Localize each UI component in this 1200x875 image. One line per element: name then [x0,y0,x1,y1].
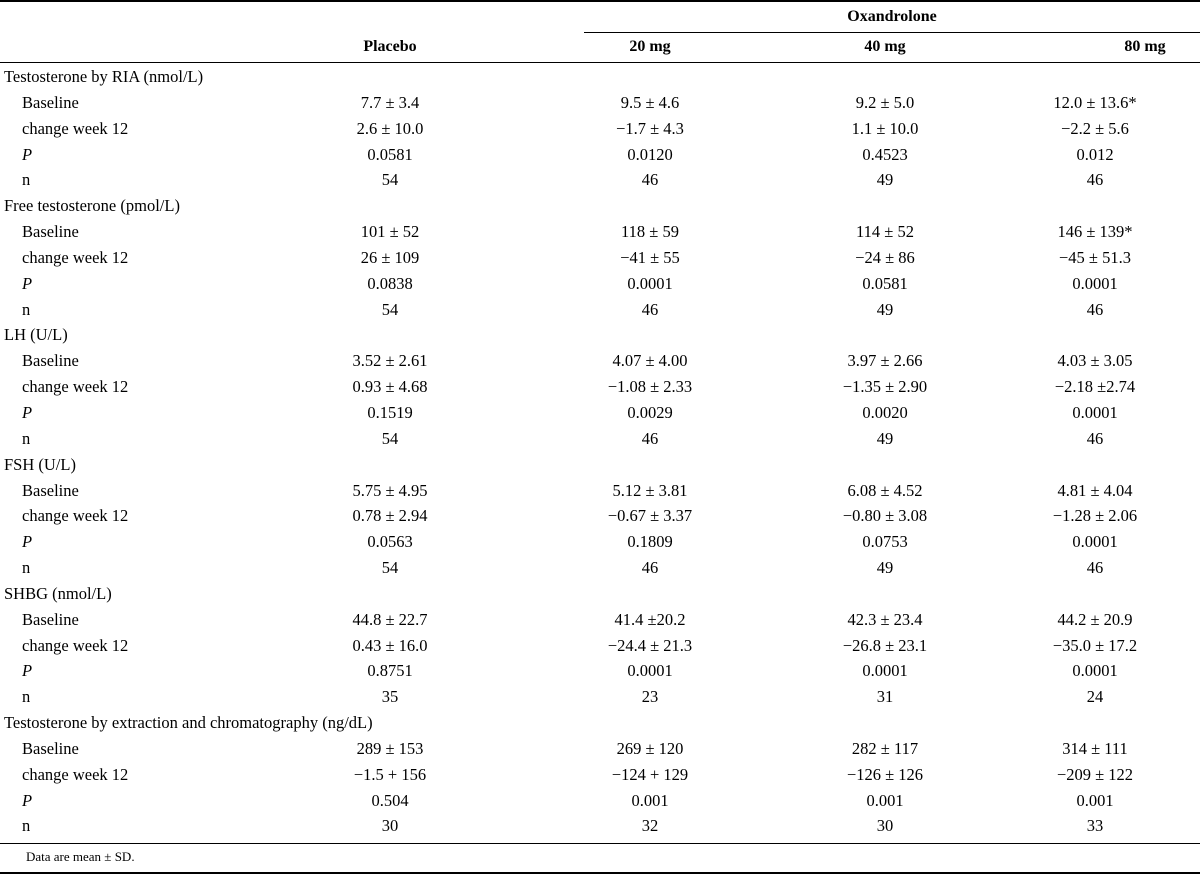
table-cell: 0.93 ± 4.68 [352,377,428,397]
table-cell: −0.67 ± 3.37 [607,506,693,526]
table-cell: 0.0753 [862,532,908,552]
section-title: Testosterone by extraction and chromatography (ng/dL) [4,713,373,733]
table-row [0,503,1200,529]
table-cell: 0.0001 [1072,402,1118,422]
table-cell: 114 ± 52 [856,222,914,242]
table-cell: 12.0 ± 13.6* [1053,92,1137,112]
table-cell: 0.0581 [367,144,413,164]
table-cell: 54 [381,170,399,190]
table-cell: 24 [1086,687,1104,707]
table-row [0,167,1200,193]
table-cell: −2.18 ±2.74 [1054,377,1136,397]
table-cell: −41 ± 55 [620,247,680,267]
table-cell: 0.001 [1076,790,1114,810]
row-label: change week 12 [22,118,129,138]
table-row [0,813,1200,839]
table-cell: 46 [1086,558,1104,578]
row-label: change week 12 [22,377,129,397]
table-cell: 5.12 ± 3.81 [612,480,688,500]
table-row [0,736,1200,762]
table-cell: 0.504 [371,790,409,810]
table-cell: −1.08 ± 2.33 [607,377,693,397]
row-label: P [22,144,33,164]
table-cell: 49 [876,299,894,319]
table-cell: 49 [876,170,894,190]
table-cell: 49 [876,558,894,578]
table-cell: 46 [641,170,659,190]
table-cell: −209 ± 122 [1056,764,1134,784]
table-row [0,271,1200,297]
table-cell: 101 ± 52 [360,222,420,242]
table-cell: 0.0581 [862,273,908,293]
table-cell: −1.28 ± 2.06 [1052,506,1138,526]
section-title: SHBG (nmol/L) [4,583,112,603]
row-label: P [22,532,33,552]
table-cell: 0.0001 [1072,661,1118,681]
table-row [0,555,1200,581]
table-row [0,219,1200,245]
table-cell: −1.7 ± 4.3 [616,118,684,138]
table-cell: 30 [381,816,399,836]
section-title-row [0,710,1200,736]
table-cell: 0.0029 [627,402,673,422]
row-label: n [22,170,31,190]
table-cell: 4.07 ± 4.00 [612,351,688,371]
table-cell: 3.97 ± 2.66 [847,351,923,371]
table-row [0,788,1200,814]
table-cell: 146 ± 139* [1057,222,1133,242]
table-cell: 46 [641,428,659,448]
row-label: n [22,428,31,448]
row-label: n [22,558,31,578]
table-top-rule [0,0,1200,2]
table-cell: 0.0838 [367,273,413,293]
section-title-row [0,581,1200,607]
table-cell: 54 [381,428,399,448]
table-cell: 9.2 ± 5.0 [855,92,915,112]
table-cell: 5.75 ± 4.95 [352,480,428,500]
row-label: change week 12 [22,764,129,784]
table-cell: 4.81 ± 4.04 [1057,480,1133,500]
row-label: Baseline [22,351,79,371]
column-header-40mg: 40 mg [864,38,906,55]
table-cell: 0.0001 [627,273,673,293]
table-cell: 0.0563 [367,532,413,552]
table-row [0,400,1200,426]
table-cell: 3.52 ± 2.61 [352,351,428,371]
table-row [0,142,1200,168]
table-cell: 0.0001 [862,661,908,681]
table-cell: 49 [876,428,894,448]
section-title: FSH (U/L) [4,454,76,474]
table-row [0,297,1200,323]
row-label: n [22,299,31,319]
table-cell: 0.012 [1076,144,1114,164]
table-cell: 30 [876,816,894,836]
table-cell: 32 [641,816,659,836]
table-body [0,64,1200,839]
table-row [0,684,1200,710]
table-cell: 0.0020 [862,402,908,422]
table-cell: 42.3 ± 23.4 [847,609,923,629]
table-cell: −2.2 ± 5.6 [1061,118,1129,138]
table-cell: 0.1519 [367,402,413,422]
section-title: Testosterone by RIA (nmol/L) [4,67,204,86]
table-cell: 35 [381,687,399,707]
row-label: change week 12 [22,506,129,526]
table-row [0,90,1200,116]
table-row [0,633,1200,659]
table-cell: 44.8 ± 22.7 [352,609,428,629]
table-cell: 0.8751 [367,661,413,681]
table-cell: 0.0120 [627,144,673,164]
table-cell: 7.7 ± 3.4 [360,92,420,112]
table-cell: 0.0001 [1072,273,1118,293]
row-label: P [22,402,33,422]
table-cell: −1.35 ± 2.90 [842,377,928,397]
table-cell: 54 [381,299,399,319]
table-cell: 46 [1086,299,1104,319]
table-cell: 31 [876,687,894,707]
table-row [0,374,1200,400]
row-label: P [22,790,33,810]
column-header-20mg: 20 mg [629,38,671,55]
section-title: Free testosterone (pmol/L) [4,196,180,216]
table-bottom-rule [0,872,1200,874]
table-cell: −45 ± 51.3 [1059,247,1131,267]
table-foot-rule [0,843,1200,844]
section-title-row [0,452,1200,478]
table-row [0,478,1200,504]
table-cell: 9.5 ± 4.6 [620,92,680,112]
table-row [0,607,1200,633]
section-title: LH (U/L) [4,325,68,345]
row-label: P [22,661,33,681]
table-cell: 46 [641,558,659,578]
table-cell: 44.2 ± 20.9 [1057,609,1133,629]
table-row [0,426,1200,452]
table-cell: 1.1 ± 10.0 [851,118,919,138]
table-cell: 33 [1086,816,1104,836]
column-header-placebo: Placebo [363,38,417,55]
table-cell: −0.80 ± 3.08 [842,506,928,526]
table-cell: −126 ± 126 [846,764,924,784]
table-row [0,116,1200,142]
table-cell: 269 ± 120 [616,738,684,758]
table-cell: 0.4523 [862,144,908,164]
table-cell: 282 ± 117 [851,738,919,758]
table-cell: −24 ± 86 [855,247,915,267]
row-label: Baseline [22,480,79,500]
table-cell: −24.4 ± 21.3 [607,635,693,655]
table-cell: 46 [1086,428,1104,448]
section-title-row [0,193,1200,219]
table-cell: 0.001 [631,790,669,810]
table-cell: 118 ± 59 [621,222,679,242]
table-row [0,762,1200,788]
row-label: Baseline [22,738,79,758]
section-title-row [0,64,1200,90]
table-cell: 46 [1086,170,1104,190]
table-cell: 289 ± 153 [356,738,424,758]
table-cell: 0.1809 [627,532,673,552]
table-cell: 23 [641,687,659,707]
row-label: change week 12 [22,635,129,655]
header-bottom-rule [0,62,1200,63]
table-row [0,529,1200,555]
table-cell: 0.43 ± 16.0 [352,635,428,655]
table-cell: 2.6 ± 10.0 [356,118,424,138]
table-row [0,348,1200,374]
row-label: n [22,816,31,836]
table-row [0,245,1200,271]
table-cell: 0.78 ± 2.94 [352,506,428,526]
row-label: Baseline [22,92,79,112]
row-label: change week 12 [22,247,129,267]
row-label: Baseline [22,609,79,629]
table-cell: 46 [641,299,659,319]
row-label: P [22,273,33,293]
table-cell: 0.001 [866,790,904,810]
table-cell: −26.8 ± 23.1 [842,635,928,655]
table-cell: 26 ± 109 [360,247,420,267]
table-cell: 4.03 ± 3.05 [1057,351,1133,371]
table-cell: 314 ± 111 [1062,738,1128,758]
table-cell: −1.5 + 156 [353,764,427,784]
table-cell: 0.0001 [627,661,673,681]
table-cell: −124 + 129 [611,764,689,784]
section-title-row [0,322,1200,348]
row-label: n [22,687,31,707]
table-cell: 54 [381,558,399,578]
table-footnote: Data are mean ± SD. [26,849,135,864]
table-cell: 0.0001 [1072,532,1118,552]
group-header-oxandrolone: Oxandrolone [847,8,937,25]
table-cell: −35.0 ± 17.2 [1052,635,1138,655]
group-header-rule [584,32,1200,33]
table-cell: 41.4 ±20.2 [614,609,686,629]
table-cell: 6.08 ± 4.52 [847,480,923,500]
column-header-80mg: 80 mg [1124,38,1166,55]
table-row [0,658,1200,684]
row-label: Baseline [22,222,79,242]
